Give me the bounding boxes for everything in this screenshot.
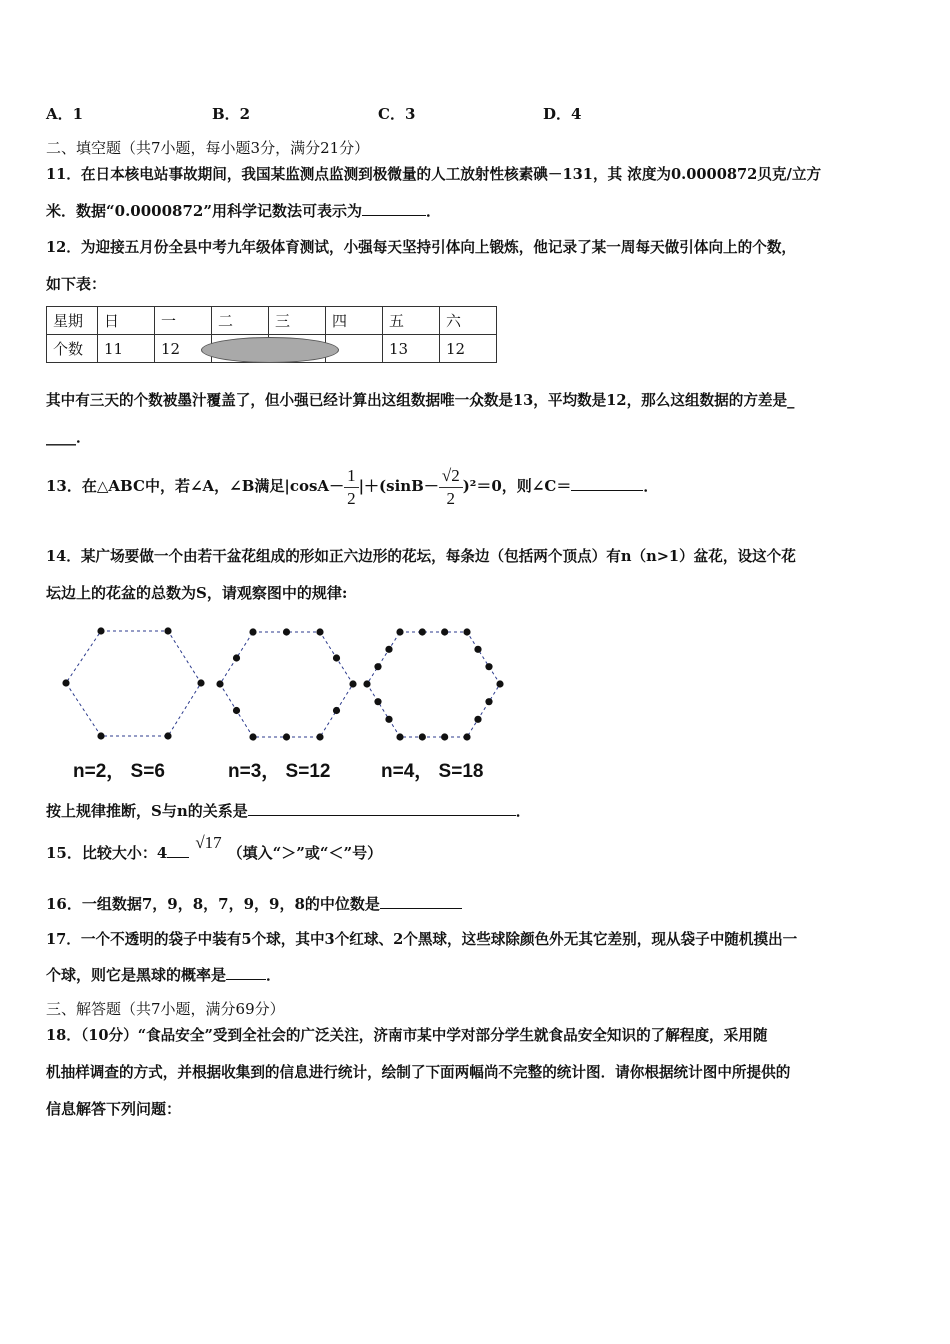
q18-line3: 信息解答下列问题： <box>46 1100 182 1118</box>
q18-line2: 机抽样调查的方式，并根据收集到的信息进行统计，绘制了下面两幅尚不完整的统计图．请你根据统计图中所提供的 <box>46 1064 791 1081</box>
q14-line2: 坛边上的花盆的总数为S，请观察图中的规律: <box>46 584 348 602</box>
flower-pot-dot <box>164 627 171 634</box>
q14-line1: 14．某广场要做一个由若干盆花组成的形如正六边形的花坛，每条边（包括两个顶点）有n（n>1）盆花，设这个花 <box>46 548 796 565</box>
q13-end: ． <box>643 477 659 495</box>
q13-prefix: 13．在△ABC中，若∠A，∠B满足|cosA－ <box>46 477 345 495</box>
table-cell: 星期 <box>47 307 98 335</box>
q12-line3: 其中有三天的个数被墨汁覆盖了，但小强已经计算出这组数据唯一众数是13，平均数是12，那么这组数据的方差是_ <box>46 392 795 409</box>
table-cell: 日 <box>98 307 155 335</box>
q14-line3 <box>46 800 531 821</box>
flower-pot-dot <box>97 627 104 634</box>
flower-pot-dot <box>474 646 481 653</box>
flower-pot-dot <box>385 716 392 723</box>
flower-pot-dot <box>62 679 69 686</box>
table-cell: 个数 <box>47 335 98 363</box>
flower-pot-dot <box>463 628 470 635</box>
table-cell: 12 <box>440 335 497 363</box>
flower-pot-dot <box>419 628 426 635</box>
table-cell: 一 <box>155 307 212 335</box>
hex-label-n3: n=3， S=12 <box>228 761 331 782</box>
flower-pot-dots <box>62 627 503 740</box>
table-cell: 二 <box>212 307 269 335</box>
table-cell: 四 <box>326 307 383 335</box>
flower-pot-dot <box>441 628 448 635</box>
q18-line1: 18．（10分）“食品安全”受到全社会的广泛关注，济南市某中学对部分学生就食品安全知识的了解程度，采用随 <box>46 1027 768 1044</box>
q14-blank <box>248 801 516 816</box>
flower-pot-dot <box>233 654 240 661</box>
q12-line1: 12．为迎接五月份全县中考九年级体育测试，小强每天坚持引体向上锻炼，他记录了某一周每天做引体向上的个数， <box>46 239 797 256</box>
flower-pot-dot <box>249 733 256 740</box>
flower-pot-dot <box>316 628 323 635</box>
table-cell: 12 <box>155 335 212 363</box>
q13-middle: |＋(sinB－ <box>358 477 439 495</box>
table-cell: 五 <box>383 307 440 335</box>
table-cell: 11 <box>98 335 155 363</box>
flower-pot-dot <box>333 654 340 661</box>
flower-pot-dot <box>197 679 204 686</box>
q17-line2 <box>46 964 281 985</box>
flower-pot-dot <box>385 646 392 653</box>
q11-line2: 米．数据“0.0000872”用科学记数法可表示为 ． <box>46 202 441 220</box>
hexagon-n2 <box>66 631 201 736</box>
flower-pot-dot <box>283 733 290 740</box>
flower-pot-dot <box>97 732 104 739</box>
flower-pot-dot <box>396 733 403 740</box>
q17-line1: 17．一个不透明的袋子中装有5个球，其中3个红球、2个黑球，这些球除颜色外无其它差别，现从袋子中随机摸出一 <box>46 931 798 948</box>
hexagon-n3 <box>220 632 353 737</box>
section3-title: 三、解答题（共7小题，满分69分） <box>46 1000 285 1018</box>
flower-pot-dot <box>441 733 448 740</box>
flower-pot-dot <box>463 733 470 740</box>
option-a: A．1 <box>46 105 84 123</box>
table-cell: 13 <box>383 335 440 363</box>
q11-text: 米．数据“0.0000872”用科学记数法可表示为 <box>46 202 362 220</box>
flower-pot-dot <box>363 680 370 687</box>
flower-pot-dot <box>374 663 381 670</box>
q17-text: 个球，则它是黑球的概率是 <box>46 966 227 984</box>
section2-title: 二、填空题（共7小题，每小题3分，满分21分） <box>46 139 370 157</box>
q12-line2: 如下表： <box>46 275 107 293</box>
flower-pot-dot <box>485 663 492 670</box>
flower-pot-dot <box>485 698 492 705</box>
flower-pot-dot <box>396 628 403 635</box>
table-cell: 六 <box>440 307 497 335</box>
flower-pot-dot <box>316 733 323 740</box>
flower-pot-dot <box>474 716 481 723</box>
flower-pot-dot <box>374 698 381 705</box>
option-c: C．3 <box>378 105 416 123</box>
hex-label-n2: n=2， S=6 <box>73 761 165 782</box>
sqrt17: √17 <box>195 833 222 852</box>
q15-line <box>46 833 383 868</box>
fraction-denominator: 2 <box>347 488 356 508</box>
q15-suffix: （填入“＞”或“＜”号） <box>227 844 383 862</box>
fraction-denominator: 2 <box>446 488 456 508</box>
q12-line4: ____． <box>46 428 92 446</box>
q15-prefix: 15．比较大小：4 <box>46 844 168 862</box>
flower-pot-dot <box>233 707 240 714</box>
option-b: B．2 <box>212 105 251 123</box>
flower-pot-dot <box>496 680 503 687</box>
hex-label-n4: n=4， S=18 <box>381 761 484 782</box>
q16-text: 16．一组数据7，9，8，7，9，9，8的中位数是 <box>46 895 380 913</box>
flower-pot-dot <box>283 628 290 635</box>
q14-end: ． <box>515 802 531 820</box>
fraction-numerator: √2 <box>439 465 463 488</box>
q17-end: ． <box>266 966 282 984</box>
q16-blank <box>380 894 462 909</box>
flower-pot-dot <box>419 733 426 740</box>
q15-blank <box>167 843 189 858</box>
table-cell: 三 <box>269 307 326 335</box>
q14-text: 按上规律推断，S与n的关系是 <box>46 802 248 820</box>
flower-pot-dot <box>164 732 171 739</box>
fraction-numerator: 1 <box>344 465 359 488</box>
flower-pot-dot <box>216 680 223 687</box>
flower-pot-dot <box>333 707 340 714</box>
q13-suffix: )²＝0，则∠C＝ <box>462 477 572 495</box>
flower-pot-dot <box>349 680 356 687</box>
q11-line1: 11．在日本核电站事故期间，我国某监测点监测到极微量的人工放射性核素碘－131，其 浓度为0.0000872贝克/立方 <box>46 166 822 183</box>
q16-line <box>46 893 462 914</box>
q17-blank <box>226 965 266 980</box>
option-d: D．4 <box>543 105 582 123</box>
flower-pot-dot <box>249 628 256 635</box>
